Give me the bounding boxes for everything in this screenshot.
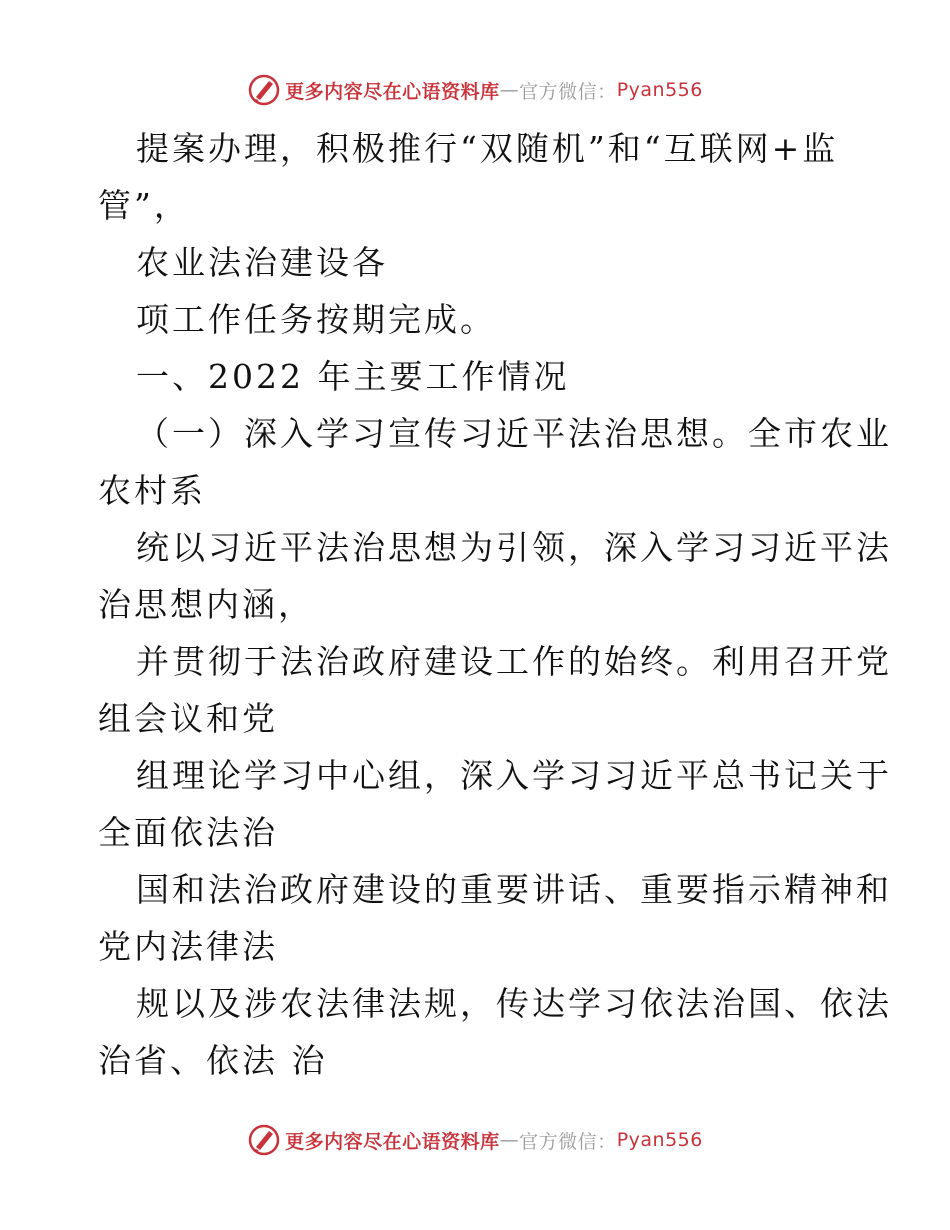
header-wechat-label: 官方微信： bbox=[519, 80, 617, 103]
brand-logo-icon bbox=[247, 73, 281, 107]
body-line: 农村系 bbox=[98, 471, 206, 510]
body-line: 组理论学习中心组，深入学习习近平总书记关于 bbox=[136, 756, 892, 795]
section-heading: 一、2022 年主要工作情况 bbox=[136, 357, 570, 396]
body-line: 项工作任务按期完成。 bbox=[136, 300, 496, 339]
brand-logo-icon bbox=[247, 1123, 281, 1157]
header-brand-text: 更多内容尽在心语资料库 bbox=[285, 80, 500, 103]
body-line: 治思想内涵， bbox=[98, 585, 314, 624]
body-line: 提案办理，积极推行“双随机”和“互联网+监 bbox=[136, 129, 839, 168]
footer-banner bbox=[0, 1120, 950, 1160]
body-line: 党内法律法 bbox=[98, 927, 278, 966]
header-wechat-id: Pyan556 bbox=[616, 79, 703, 101]
body-line: 统以习近平法治思想为引领，深入学习习近平法 bbox=[136, 528, 892, 567]
body-line: 组会议和党 bbox=[98, 699, 278, 738]
body-line: 全面依法治 bbox=[98, 813, 278, 852]
document-body bbox=[98, 120, 892, 1089]
body-line: 治省、依法 治 bbox=[98, 1041, 328, 1080]
body-line: 规以及涉农法律法规，传达学习依法治国、依法 bbox=[136, 984, 892, 1023]
footer-brand-text: 更多内容尽在心语资料库 bbox=[285, 1130, 500, 1153]
subsection-heading: （一）深入学习宣传习近平法治思想。全市农业 bbox=[136, 414, 892, 453]
header-banner bbox=[0, 70, 950, 110]
body-line: 农业法治建设各 bbox=[136, 243, 388, 282]
footer-wechat-label: 官方微信： bbox=[519, 1130, 617, 1153]
footer-wechat-id: Pyan556 bbox=[616, 1129, 703, 1151]
header-dash: — bbox=[499, 79, 520, 101]
body-line: 国和法治政府建设的重要讲话、重要指示精神和 bbox=[136, 870, 892, 909]
body-line: 并贯彻于法治政府建设工作的始终。利用召开党 bbox=[136, 642, 892, 681]
footer-dash: — bbox=[499, 1129, 520, 1151]
body-line: 管”， bbox=[98, 186, 190, 225]
